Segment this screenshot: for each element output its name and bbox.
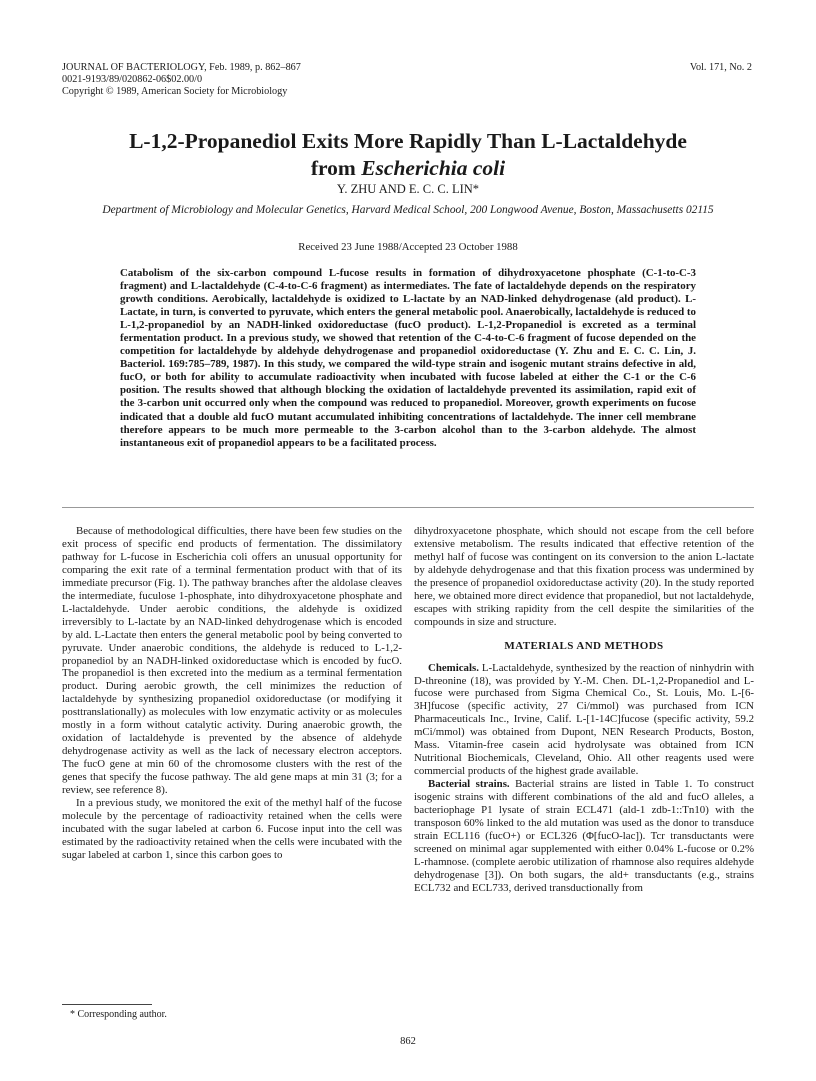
copyright-line: Copyright © 1989, American Society for Microbiology: [62, 86, 288, 98]
journal-header: [62, 62, 301, 99]
article-title: [62, 128, 754, 182]
intro-paragraph-1: Because of methodological difficulties, there have been few studies on the exit process of specific end products of fermentation. The dissimilatory pathway for L-fucose in Escherichia coli offers an unusual opportunity for comparing the exit rate of a terminal fermentation product with that of its immediate precursor (Fig. 1). The pathway branches after the aldolase cleaves the intermediate, fuculose 1-phosphate, into dihydroxyacetone phosphate and L-lactaldehyde. Under aerobic conditions, the aldehyde is oxidized irreversibly to L-lactate by an NAD-linked dehydrogenase which is encoded by ald. L-Lactate then enters the general metabolic pool by being converted to pyruvate. Under anaerobic conditions, the aldehyde is reduced to L-1,2-propanediol by an NADH-linked oxidoreductase which is encoded by fucO. The propanediol is then excreted into the medium as a terminal fermentation product. During aerobic growth, the cell minimizes the reduction of lactaldehyde by synthesizing propanediol oxidoreductase (or modifying it posttranslationally) as molecules with low enzymatic activity or as molecules mostly in a form without catalytic activity. During anaerobic growth, the oxidation of lactaldehyde is prevented by the absence of aldehyde dehydrogenase activity as well as the lack of necessary electron acceptors. The fucO gene at min 60 of the chromosome clusters with the rest of the genes that specify the fucose pathway. The ald gene maps at min 31 (3; for a review, see reference 8).: [62, 525, 402, 797]
title-organism: Escherichia coli: [361, 156, 506, 180]
footnote: * Corresponding author.: [70, 1009, 167, 1020]
chemicals-paragraph: [414, 662, 754, 779]
title-line-2: [62, 155, 754, 182]
section-divider: [62, 507, 754, 508]
journal-code: 0021-9193/89/020862-06$02.00/0: [62, 74, 203, 86]
title-line-2-prefix: from: [310, 156, 362, 180]
intro-paragraph-3: dihydroxyacetone phosphate, which should not escape from the cell before extensive metabolism. The results indicated that effective retention of the methyl half of fucose was contingent on its conversion to the anion L-lactate by aldehyde dehydrogenase and that this fixation process was undermined by the presence of propanediol oxidoreductase activity (20). In the study reported here, we obtained more direct evidence that propanediol, but not lactaldehyde, escapes with striking rapidity from the cell despite the similarities of the compounds in size and structure.: [414, 525, 754, 628]
affiliation: Department of Microbiology and Molecular Genetics, Harvard Medical School, 200 Longwood Avenue, Boston, Massachusetts 02115: [102, 204, 714, 216]
left-column: [62, 525, 402, 862]
strains-paragraph: [414, 778, 754, 895]
strains-label: Bacterial strains.: [428, 778, 510, 791]
footnote-divider: [62, 1004, 152, 1005]
chemicals-label: Chemicals.: [428, 661, 479, 674]
page-number: 862: [400, 1036, 416, 1047]
chemicals-text: L-Lactaldehyde, synthesized by the reaction of ninhydrin with D-threonine (18), was provided by Y.-M. Chen. DL-1,2-Propanediol and L-fucose were purchased from Sigma Chemical Co., St. Louis, Mo. L-[6-3H]fucose (specific activity, 27 Ci/mmol) was purchased from ICN Pharmaceuticals Inc., Irvine, Calif. L-[1-14C]fucose (specific activity, 59.2 mCi/mmol) was obtained from Dupont, NEN Research Products, Boston, Mass. Vitamin-free casein acid hydrolysate was obtained from ICN Nutritional Biochemicals, Cleveland, Ohio. All other reagents used were commercial products of the highest grade available.: [414, 661, 754, 778]
methods-heading: MATERIALS AND METHODS: [504, 639, 664, 652]
volume-issue: Vol. 171, No. 2: [689, 62, 752, 73]
authors: Y. ZHU AND E. C. C. LIN*: [336, 182, 480, 196]
journal-citation: JOURNAL OF BACTERIOLOGY, Feb. 1989, p. 862–867: [62, 62, 301, 73]
intro-paragraph-2: In a previous study, we monitored the exit of the methyl half of the fucose molecule by the percentage of radioactivity retained when the cells were incubated with the sugar labeled at carbon 6. Fucose input into the cell was estimated by the radioactivity retained when the cells were incubated with the sugar labeled at carbon 1, since this carbon goes to: [62, 797, 402, 861]
right-column: [414, 525, 754, 895]
received-dates: Received 23 June 1988/Accepted 23 October 1988: [298, 241, 518, 253]
abstract: Catabolism of the six-carbon compound L-fucose results in formation of dihydroxyacetone phosphate (C-1-to-C-3 fragment) and L-lactaldehyde (C-4-to-C-6 fragment) as intermediates. The fate of lactaldehyde depends on the respiratory growth conditions. Aerobically, lactaldehyde is oxidized to L-lactate by an NAD-linked dehydrogenase (ald product). L-Lactate, in turn, is converted to pyruvate, which enters the general metabolic pool. Anaerobically, lactaldehyde is reduced to L-1,2-propanediol by an NADH-linked oxidoreductase (fucO product). L-1,2-Propanediol is excreted as a terminal fermentation product. In a previous study, we showed that retention of the C-4-to-C-6 fragment of fucose depended on the competition for lactaldehyde by aldehyde dehydrogenase and propanediol oxidoreductase (Y. Zhu and E. C. C. Lin, J. Bacteriol. 169:785–789, 1987). In this study, we compared the wild-type strain and isogenic mutant strains defective in ald, fucO, or both for ability to accumulate radioactivity when incubated with fucose labeled at either the C-1 or the C-6 position. The results showed that although blocking the oxidation of lactaldehyde prevented its assimilation, rapid exit of the 3-carbon unit occurred only when the compound was reduced to propanediol. Moreover, growth experiments on fucose indicated that a double ald fucO mutant accumulated inhibiting concentrations of lactaldehyde. The inner cell membrane therefore appears to be much more permeable to the 3-carbon alcohol than to the 3-carbon aldehyde. The almost instantaneous exit of propanediol appears to be a facilitated process.: [120, 267, 696, 449]
strains-text: Bacterial strains are listed in Table 1. To construct isogenic strains with different combinations of the ald and fucO alleles, a bacteriophage P1 lysate of strain ECL471 (ald-1 zdb-1::Tn10) with the transposon 60% linked to the ald mutation was used as the donor to transduce strain ECL116 (fucO+) or ECL326 (Φ[fucO-lac]). Tcr transductants were screened on minimal agar supplemented with either 0.04% L-fucose or 0.2% L-rhamnose. (complete aerobic utilization of rhamnose also requires aldehyde dehydrogenase [3]). On both sugars, the ald+ transductants (e.g., strains ECL732 and ECL733, derived transductionally from: [414, 778, 754, 894]
title-line-1: L-1,2-Propanediol Exits More Rapidly Than L-Lactaldehyde: [129, 129, 687, 153]
